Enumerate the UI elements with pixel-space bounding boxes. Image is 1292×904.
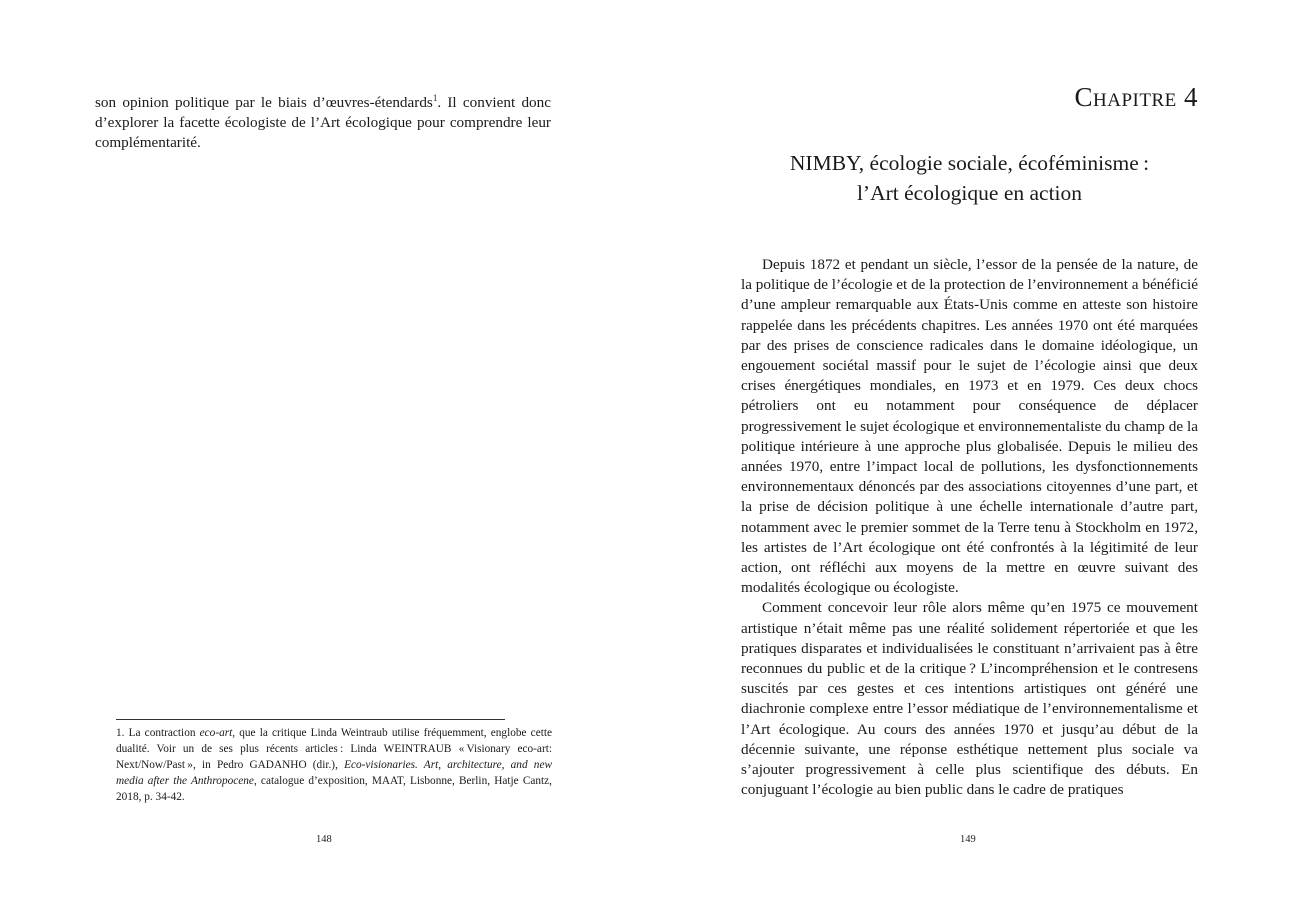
footnote-text: que la critique Linda Weintraub utilise fréquemment, englobe cette dualité. Voir un de ses plus récents articles : Linda WEINTRAUB « Visionary eco-art: Next/Now/Past », in Pedro GADANHO (dir.), [116,727,552,771]
footnote-text: , catalogue d’exposition, MAAT, Lisbonne, Berlin, Hatje Cantz, 2018, p. 34-42. [116,775,552,803]
page-number: 148 [316,834,332,845]
body-text-segment: . Il convient donc d’explorer la facette écologiste de l’Art écologique pour comprendre leur complémentarité. [95,94,551,152]
footnote-number: 1. [116,727,125,739]
chapter-title-line: NIMBY, écologie sociale, écoféminisme : [789,151,1150,175]
footnote-italic: eco-art, [199,727,236,739]
right-page [646,0,1292,904]
right-page-body [741,255,1198,800]
left-page-body [95,93,551,154]
body-paragraph: Comment concevoir leur rôle alors même qu’en 1975 ce mouvement artistique n’était même pas une réalité solidement répertoriée et que les pratiques disparates et individualisées le constituant n’arrivaient pas à être reconnues du public et de la critique ? L’incompréhension et le contresens suscités par ces gestes et ces intentions artistiques ont généré une diachronie complexe entre l’essor médiatique de l’environnementalisme et l’Art écologique. Au cours des années 1970 et jusqu’au début de la décennie suivante, une réponse esthétique nettement plus sociale va s’ajouter progressivement à celle plus scientifique des débuts. En conjuguant l’écologie au bien public dans le cadre de pratiques [741,599,1198,799]
footnote-1 [116,725,552,805]
footnote-text: La contraction [124,727,200,739]
chapter-title [741,148,1198,208]
chapter-label: Chapitre 4 [1074,82,1198,112]
footnote-book-title: Eco-visionaries. Art, architecture, and new media after the Anthropocene [116,759,552,787]
footnote-rule [116,719,505,720]
footnote-reference[interactable]: 1 [432,92,438,103]
body-paragraph [95,93,551,154]
page-number: 149 [960,834,976,845]
footnotes [116,719,552,805]
chapter-title-line: l’Art écologique en action [856,181,1083,205]
body-paragraph: Depuis 1872 et pendant un siècle, l’essor de la pensée de la nature, de la politique de l’écologie et de la protection de l’environnement a bénéficié d’une ampleur remarquable aux États-Unis comme en atteste son histoire rappelée dans les précédents chapitres. Les années 1970 ont été marquées par des prises de conscience radicales dans le domaine idéologique, un engouement sociétal massif pour le sujet de l’écologie ainsi que deux crises énergétiques mondiales, en 1973 et en 1979. Ces deux chocs pétroliers ont eu notamment pour conséquence de déplacer progressivement le sujet écologique et environnementaliste du champ de la politique intérieure à une approche plus globalisée. Depuis le milieu des années 1970, entre l’impact local de pollutions, les dysfonctionnements environnementaux dénoncés par des associations citoyennes d’une part, et la prise de décision politique à une échelle internationale d’autre part, notamment avec le premier sommet de la Terre tenu à Stockholm en 1972, les artistes de l’Art écologique ont été confrontés à la légitimité de leur action, ont réfléchi aux moyens de la mettre en œuvre suivant des modalités écologique ou écologiste. [741,256,1198,597]
body-text-segment: son opinion politique par le biais d’œuvres-étendards [95,94,433,111]
